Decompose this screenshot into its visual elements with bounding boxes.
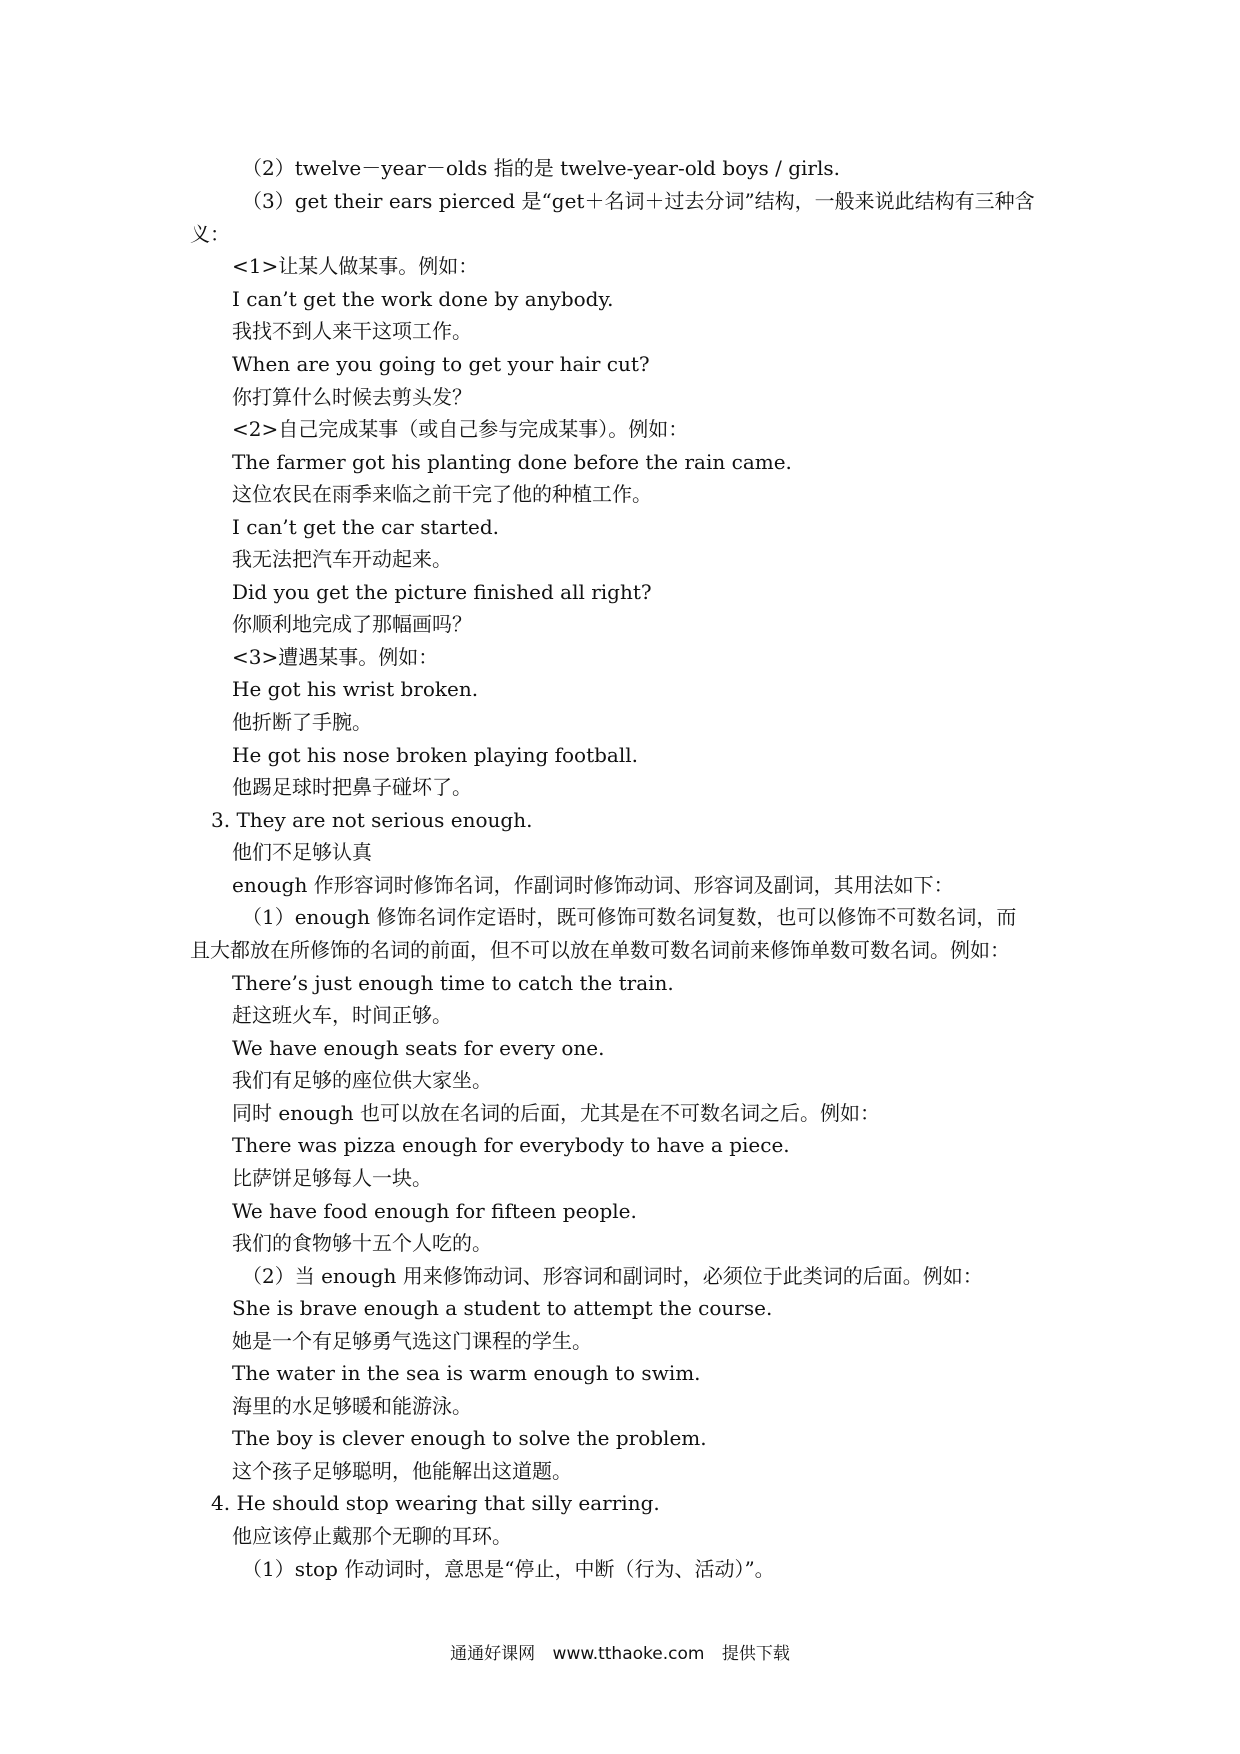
text-line: 海里的水足够暖和能游泳。 [232, 1394, 472, 1418]
text-line: <1>让某人做某事。例如： [232, 254, 479, 278]
text-line: 我们的食物够十五个人吃的。 [232, 1231, 492, 1255]
text-line: 赶这班火车，时间正够。 [232, 1003, 452, 1027]
text-line: 义： [190, 222, 230, 246]
text-line: The boy is clever enough to solve the problem. [232, 1426, 707, 1450]
text-line: <2>自己完成某事（或自己参与完成某事）。例如： [232, 417, 689, 441]
text-line: （2）twelve－year－olds 指的是 twelve-year-old boys / girls. [242, 156, 840, 180]
text-line: enough 作形容词时修饰名词，作副词时修饰动词、形容词及副词，其用法如下： [232, 873, 954, 897]
text-line: The farmer got his planting done before the rain came. [232, 450, 792, 474]
text-line: 你打算什么时候去剪头发？ [232, 385, 472, 409]
text-line: 我找不到人来干这项工作。 [232, 319, 472, 343]
page-footer [0, 1639, 1240, 1664]
text-line: I can’t get the work done by anybody. [232, 287, 614, 311]
text-line: 我无法把汽车开动起来。 [232, 547, 452, 571]
footer-url[interactable]: www.tthaoke.com [552, 1644, 705, 1664]
footer-site-name: 通通好课网 [450, 1644, 536, 1664]
text-line: 她是一个有足够勇气选这门课程的学生。 [232, 1329, 592, 1353]
text-line: She is brave enough a student to attempt the course. [232, 1296, 773, 1320]
text-line: （1）enough 修饰名词作定语时，既可修饰可数名词复数，也可以修饰不可数名词，而 [242, 905, 1017, 929]
text-line: There’s just enough time to catch the train. [232, 971, 674, 995]
text-line: 同时 enough 也可以放在名词的后面，尤其是在不可数名词之后。例如： [232, 1101, 881, 1125]
text-line: He got his nose broken playing football. [232, 743, 639, 767]
text-line: 你顺利地完成了那幅画吗？ [232, 612, 472, 636]
text-line: 且大都放在所修饰的名词的前面，但不可以放在单数可数名词前来修饰单数可数名词。例如： [190, 938, 1010, 962]
text-line: 我们有足够的座位供大家坐。 [232, 1068, 492, 1092]
text-line: I can’t get the car started. [232, 515, 500, 539]
text-line: 3. They are not serious enough. [211, 808, 533, 832]
footer-note: 提供下载 [721, 1644, 790, 1664]
text-line: 这位农民在雨季来临之前干完了他的种植工作。 [232, 482, 652, 506]
text-line: The water in the sea is warm enough to swim. [232, 1361, 701, 1385]
text-line: We have enough seats for every one. [232, 1036, 605, 1060]
text-line: <3>遭遇某事。例如： [232, 645, 439, 669]
text-line: 他折断了手腕。 [232, 710, 372, 734]
text-line: When are you going to get your hair cut? [232, 352, 650, 376]
text-line: （1）stop 作动词时，意思是“停止，中断（行为、活动）”。 [242, 1557, 775, 1581]
text-line: 他应该停止戴那个无聊的耳环。 [232, 1524, 512, 1548]
text-line: （3）get their ears pierced 是“get＋名词＋过去分词”结构，一般来说此结构有三种含 [242, 189, 1035, 213]
text-line: （2）当 enough 用来修饰动词、形容词和副词时，必须位于此类词的后面。例如： [242, 1264, 983, 1288]
text-line: We have food enough for fifteen people. [232, 1199, 637, 1223]
text-line: He got his wrist broken. [232, 677, 479, 701]
text-line: Did you get the picture finished all right? [232, 580, 652, 604]
text-line: 他踢足球时把鼻子碰坏了。 [232, 775, 472, 799]
text-line: There was pizza enough for everybody to have a piece. [232, 1133, 790, 1157]
text-line: 比萨饼足够每人一块。 [232, 1166, 432, 1190]
text-line: 他们不足够认真 [232, 840, 372, 864]
text-line: 这个孩子足够聪明，他能解出这道题。 [232, 1459, 572, 1483]
text-line: 4. He should stop wearing that silly earring. [211, 1491, 660, 1515]
